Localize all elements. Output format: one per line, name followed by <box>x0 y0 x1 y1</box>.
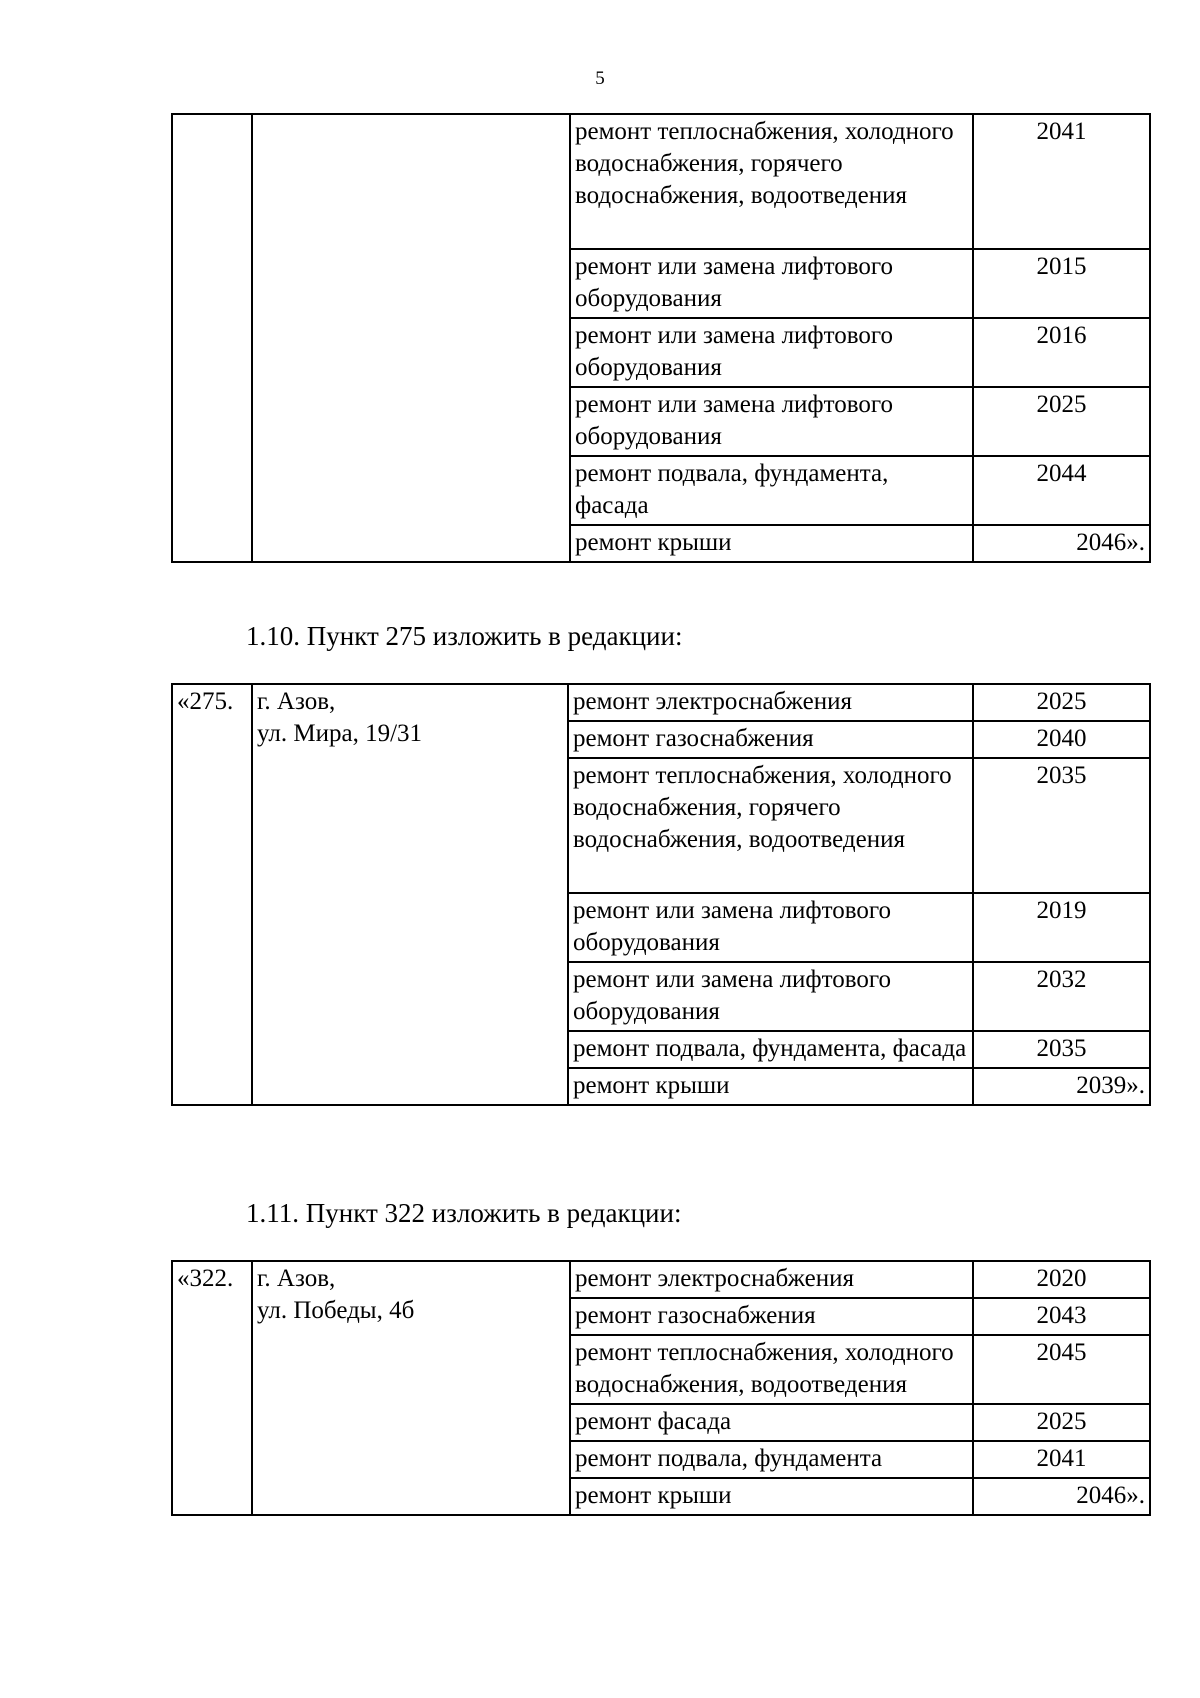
table-row <box>172 1261 1150 1298</box>
work-year: 2016 <box>973 318 1150 387</box>
item-address <box>252 1261 570 1515</box>
work-type: ремонт или замена лифтового оборудования <box>570 387 973 456</box>
work-year: 2045 <box>973 1335 1150 1404</box>
work-type: ремонт электроснабжения <box>568 684 973 721</box>
address-city: г. Азов, <box>257 1265 336 1292</box>
table-row <box>172 114 1150 249</box>
work-type: ремонт теплоснабжения, холодного водоснабжения, водоотведения <box>570 1335 973 1404</box>
work-year: 2040 <box>973 721 1150 758</box>
repair-table-322 <box>171 1260 1151 1516</box>
address-street: ул. Победы, 4б <box>257 1297 415 1324</box>
item-address <box>252 114 570 562</box>
work-type: ремонт подвала, фундамента, фасада <box>568 1031 973 1068</box>
work-type: ремонт или замена лифтового оборудования <box>568 893 973 962</box>
work-year: 2035 <box>973 758 1150 893</box>
work-year: 2041 <box>973 114 1150 249</box>
section-heading-1-10: 1.10. Пункт 275 изложить в редакции: <box>246 621 683 651</box>
work-year: 2044 <box>973 456 1150 525</box>
work-type: ремонт или замена лифтового оборудования <box>570 249 973 318</box>
address-street: ул. Мира, 19/31 <box>257 720 423 747</box>
section-heading-1-11: 1.11. Пункт 322 изложить в редакции: <box>246 1198 682 1228</box>
repair-table-continuation <box>171 113 1151 563</box>
work-year: 2020 <box>973 1261 1150 1298</box>
work-type: ремонт газоснабжения <box>568 721 973 758</box>
work-type: ремонт крыши <box>570 1478 973 1515</box>
item-address <box>252 684 568 1105</box>
work-year: 2046». <box>973 1478 1150 1515</box>
work-year: 2025 <box>973 387 1150 456</box>
work-type: ремонт теплоснабжения, холодного водоснабжения, горячего водоснабжения, водоотведения <box>570 114 973 249</box>
work-year: 2025 <box>973 1404 1150 1441</box>
page-number: 5 <box>595 68 605 89</box>
item-number: «275. <box>172 684 252 1105</box>
work-type: ремонт крыши <box>570 525 973 562</box>
work-year: 2039». <box>973 1068 1150 1105</box>
repair-table-275 <box>171 683 1151 1106</box>
work-year: 2043 <box>973 1298 1150 1335</box>
work-type: ремонт подвала, фундамента <box>570 1441 973 1478</box>
work-type: ремонт крыши <box>568 1068 973 1105</box>
work-year: 2015 <box>973 249 1150 318</box>
table-row <box>172 684 1150 721</box>
item-number <box>172 114 252 562</box>
item-number: «322. <box>172 1261 252 1515</box>
work-type: ремонт газоснабжения <box>570 1298 973 1335</box>
work-year: 2025 <box>973 684 1150 721</box>
work-type: ремонт фасада <box>570 1404 973 1441</box>
work-type: ремонт или замена лифтового оборудования <box>568 962 973 1031</box>
work-type: ремонт электроснабжения <box>570 1261 973 1298</box>
work-year: 2046». <box>973 525 1150 562</box>
work-type: ремонт теплоснабжения, холодного водоснабжения, горячего водоснабжения, водоотведения <box>568 758 973 893</box>
address-city: г. Азов, <box>257 688 336 715</box>
work-type: ремонт или замена лифтового оборудования <box>570 318 973 387</box>
work-year: 2041 <box>973 1441 1150 1478</box>
work-type: ремонт подвала, фундамента, фасада <box>570 456 973 525</box>
work-year: 2035 <box>973 1031 1150 1068</box>
work-year: 2032 <box>973 962 1150 1031</box>
work-year: 2019 <box>973 893 1150 962</box>
